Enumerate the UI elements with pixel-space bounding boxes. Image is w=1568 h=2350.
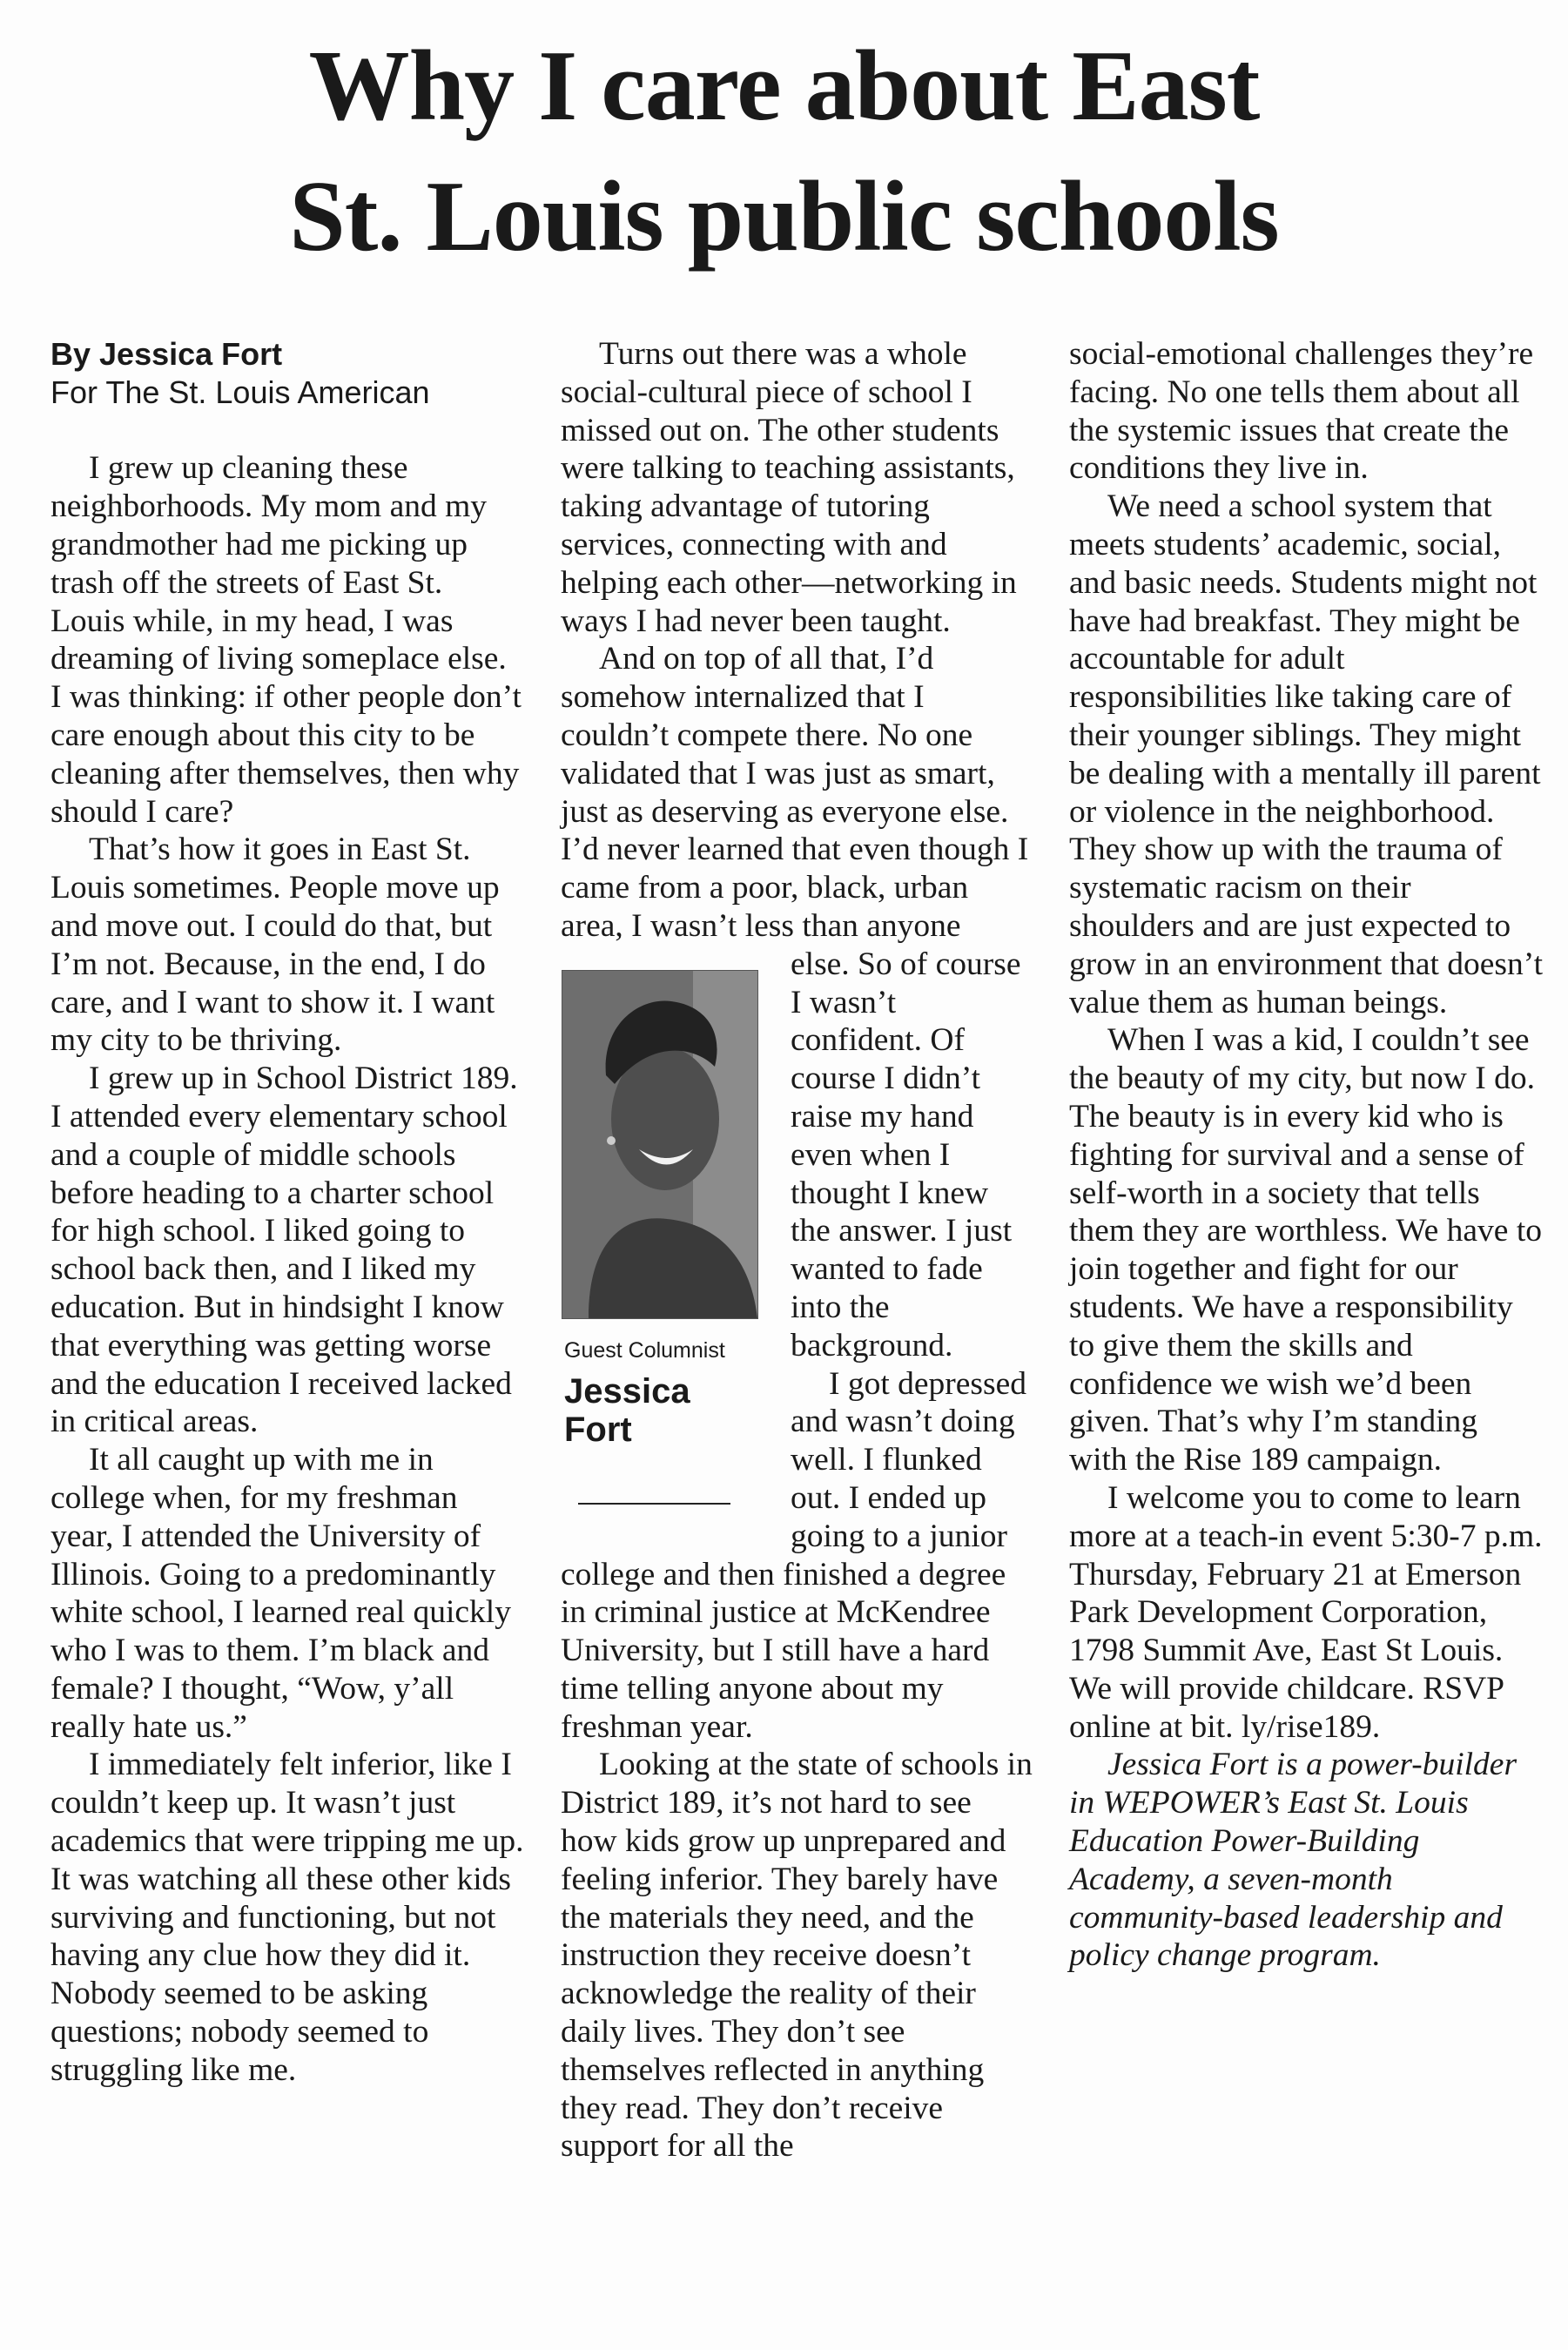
paragraph: Looking at the state of schools in District 189, it’s not hard to see how kids grow up unprepared and feeling inferior. They barely have the materials they need, and the instruction they receive doesn’t acknowledge the reality of their daily lives. They don’t see themselves reflected in anything they read. They don’t receive support for all the	[561, 1747, 1033, 2165]
guest-columnist-box	[561, 946, 791, 1532]
paragraph: I got depressed and wasn’t doing well. I flunked out. I ended up going to a junior college and then finished a degree in criminal justice at McKendree University, but I still have a hard time telling anyone about my freshman year.	[561, 1365, 1027, 1745]
headline-line-2: St. Louis public schools	[289, 161, 1279, 273]
author-bio: Jessica Fort is a power-builder in WEPOWER’s East St. Louis Education Power-Building Academy, a seven-month community-based leadership and policy change program.	[1069, 1747, 1518, 1974]
headline-line-1: Why I care about East	[308, 30, 1260, 142]
byline-author: By Jessica Fort	[50, 336, 283, 372]
paragraph: I grew up cleaning these neighborhoods. My mom and my grandmother had me picking up trash off the streets of East St. Louis while, in my head, I was dreaming of living someplace else. I was thinking: if other people don’t care enough about this city to be cleaning after themselves, then why should I care?	[50, 450, 522, 830]
paragraph: When I was a kid, I couldn’t see the beauty of my city, but now I do. The beauty is in every kid who is fighting for survival and a sense of self-worth in a society that tells them they are worthless. We have to join together and fight for our students. We have a responsibility to give them the skills and confidence we wish we’d been given. That’s why I’m standing with the Rise 189 campaign.	[1069, 1022, 1542, 1478]
column-2	[561, 335, 1035, 2165]
paragraph: I welcome you to come to learn more at a teach-in event 5:30-7 p.m. Thursday, February 21 at Emerson Park Development Corporation, 1798 Summit Ave, East St Louis. We will provide childcare. RSVP online at bit. ly/rise189.	[1069, 1479, 1543, 1745]
paragraph: It all caught up with me in college when, for my freshman year, I attended the University of Illinois. Going to a predominantly white school, I learned real quickly who I was to them. I’m black and female? I thought, “Wow, y’all really hate us.”	[50, 1442, 511, 1745]
paragraph: That’s how it goes in East St. Louis sometimes. People move up and move out. I could do that, but I’m not. Because, in the end, I do care, and I want to show it. I want my city to be thriving.	[50, 832, 500, 1059]
caption-divider	[578, 1503, 730, 1505]
caption-label: Guest Columnist	[564, 1337, 725, 1363]
byline	[50, 335, 525, 412]
paragraph: else. So of course I wasn’t confident. Of course I didn’t raise my hand even when I thought I knew the answer. I just wanted to fade into the background.	[791, 946, 1021, 1364]
column-3	[1069, 335, 1544, 1975]
byline-publication: For The St. Louis American	[50, 374, 430, 410]
paragraph: And on top of all that, I’d somehow internalized that I couldn’t compete there. No one validated that I was just as smart, just as deserving as everyone else. I’d never learned that even though I came from a poor, black, urban area, I wasn’t less than anyone	[561, 641, 1029, 944]
portrait-image	[562, 971, 757, 1318]
headline	[0, 21, 1568, 282]
paragraph: We need a school system that meets students’ academic, social, and basic needs. Students might not have had breakfast. They might be accountable for adult responsibilities like taking care of their younger siblings. They might be dealing with a mentally ill parent or violence in the neighborhood. They show up with the trauma of systematic racism on their shoulders and are just expected to grow in an environment that doesn’t value them as human beings.	[1069, 488, 1543, 1020]
column-1	[50, 335, 525, 2090]
paragraph: social-emotional challenges they’re facing. No one tells them about all the systemic issues that create the conditions they live in.	[1069, 336, 1534, 487]
paragraph: I immediately felt inferior, like I couldn’t keep up. It wasn’t just academics that were tripping me up. It was watching all these other kids surviving and functioning, but not having any clue how they did it. Nobody seemed to be asking questions; nobody seemed to struggling like me.	[50, 1747, 524, 2088]
caption-name: Jessica Fort	[564, 1371, 690, 1449]
paragraph: I grew up in School District 189. I attended every elementary school and a couple of middle schools before heading to a charter school for high school. I liked going to school back then, and I liked my education. But in hindsight I know that everything was getting worse and the education I received lacked in critical areas.	[50, 1061, 518, 1440]
columnist-photo	[562, 970, 758, 1319]
paragraph: Turns out there was a whole social-cultural piece of school I missed out on. The other students were talking to teaching assistants, taking advantage of tutoring services, connecting with and helping each other—networking in ways I had never been taught.	[561, 336, 1017, 639]
